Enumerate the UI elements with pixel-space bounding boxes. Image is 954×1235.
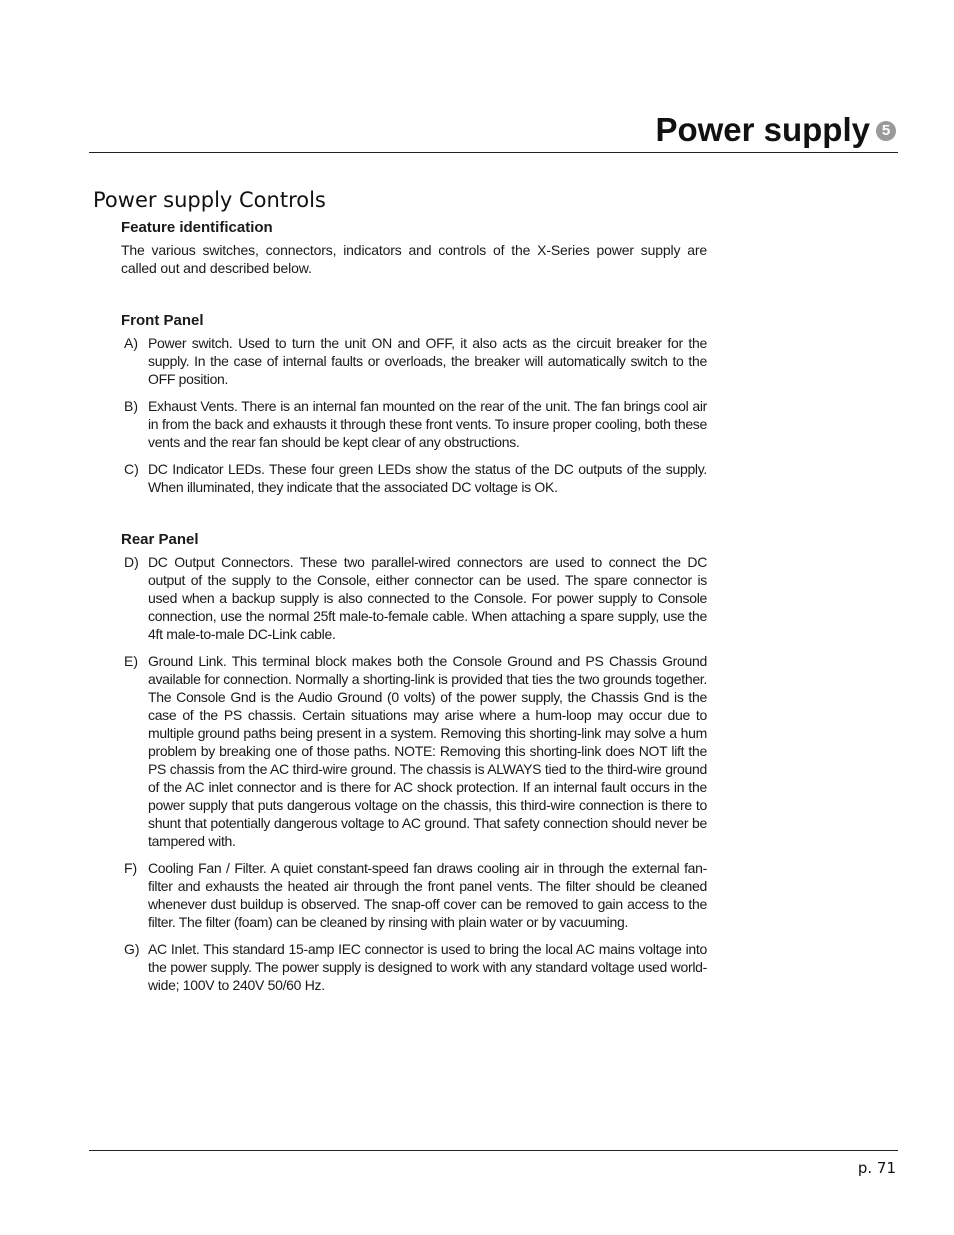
item-letter: B) [124, 398, 138, 414]
rear-panel-heading: Rear Panel [121, 531, 199, 548]
item-letter: E) [124, 653, 138, 669]
front-panel-heading: Front Panel [121, 312, 204, 329]
feature-identification-heading: Feature identification [121, 219, 273, 236]
main-content [121, 218, 707, 1003]
item-text: Power switch. Used to turn the unit ON and OFF, it also acts as the circuit breaker for the supply. In the case of internal faults or overloads, the breaker will automatically switch to the OFF position. [148, 335, 707, 387]
chapter-title [655, 112, 896, 148]
page-number: p. 71 [857, 1159, 896, 1177]
item-letter: F) [124, 860, 138, 876]
list-item [121, 553, 707, 643]
item-text: Exhaust Vents. There is an internal fan mounted on the rear of the unit. The fan brings cool air in from the back and exhausts it through these front vents. To insure proper cooling, both these vents and the rear fan should be kept clear of any obstructions. [148, 398, 707, 450]
footer-rule [89, 1150, 898, 1151]
item-text: DC Indicator LEDs. These four green LEDs show the status of the DC outputs of the supply. When illuminated, they indicate that the associated DC voltage is OK. [148, 461, 707, 495]
item-text: Ground Link. This terminal block makes both the Console Ground and PS Chassis Ground available for connection. Normally a shorting-link is provided that ties the two grounds together. The Console Gnd is the Audio Ground (0 volts) of the power supply, the Chassis Gnd is the case of the PS chassis. Certain situations may arise where a hum-loop may occur due to multiple ground paths being present in a system. Removing this shorting-link may solve a hum problem by breaking one of those paths. NOTE: Removing this shorting-link does NOT lift the PS chassis from the AC third-wire ground. The chassis is ALWAYS tied to the third-wire ground of the AC inlet connector and is there for AC shock protection. If an internal fault occurs in the power supply that puts dangerous voltage on the chassis, this third-wire connection is there to shunt that potentially dangerous voltage to AC ground. That safety connection should never be tampered with. [148, 653, 707, 849]
front-panel-section [121, 311, 707, 496]
item-letter: C) [124, 461, 139, 477]
list-item [121, 859, 707, 931]
list-item [121, 940, 707, 994]
item-text: Cooling Fan / Filter. A quiet constant-speed fan draws cooling air in through the external fan-filter and exhausts the heated air through the front panel vents. The filter should be cleaned whenever dust buildup is observed. The snap-off cover can be removed to gain access to the filter. The filter (foam) can be cleaned by rinsing with plain water or by vacuuming. [148, 860, 707, 930]
chapter-number-badge: 5 [876, 121, 896, 141]
item-text: AC Inlet. This standard 15-amp IEC connector is used to bring the local AC mains voltage into the power supply. The power supply is designed to work with any standard voltage used world-wide; 100V to 240V 50/60 Hz. [148, 941, 707, 993]
item-letter: A) [124, 335, 138, 351]
intro-paragraph: The various switches, connectors, indicators and controls of the X-Series power supply are called out and described below. [121, 242, 707, 276]
item-letter: G) [124, 941, 140, 957]
rear-panel-section [121, 530, 707, 994]
front-panel-list [121, 334, 707, 496]
list-item [121, 652, 707, 850]
list-item [121, 460, 707, 496]
item-text: DC Output Connectors. These two parallel-wired connectors are used to connect the DC output of the supply to the Console, either connector can be used. The spare connector is used when a backup supply is also connected to the Console. For power supply to Console connection, use the normal 25ft male-to-female cable. When attaching a spare supply, use the 4ft male-to-male DC-Link cable. [148, 554, 707, 642]
rear-panel-list [121, 553, 707, 994]
section-title: Power supply Controls [93, 188, 326, 212]
item-letter: D) [124, 554, 139, 570]
chapter-title-text: Power supply [655, 111, 870, 148]
list-item [121, 397, 707, 451]
list-item [121, 334, 707, 388]
page-header [89, 108, 898, 153]
